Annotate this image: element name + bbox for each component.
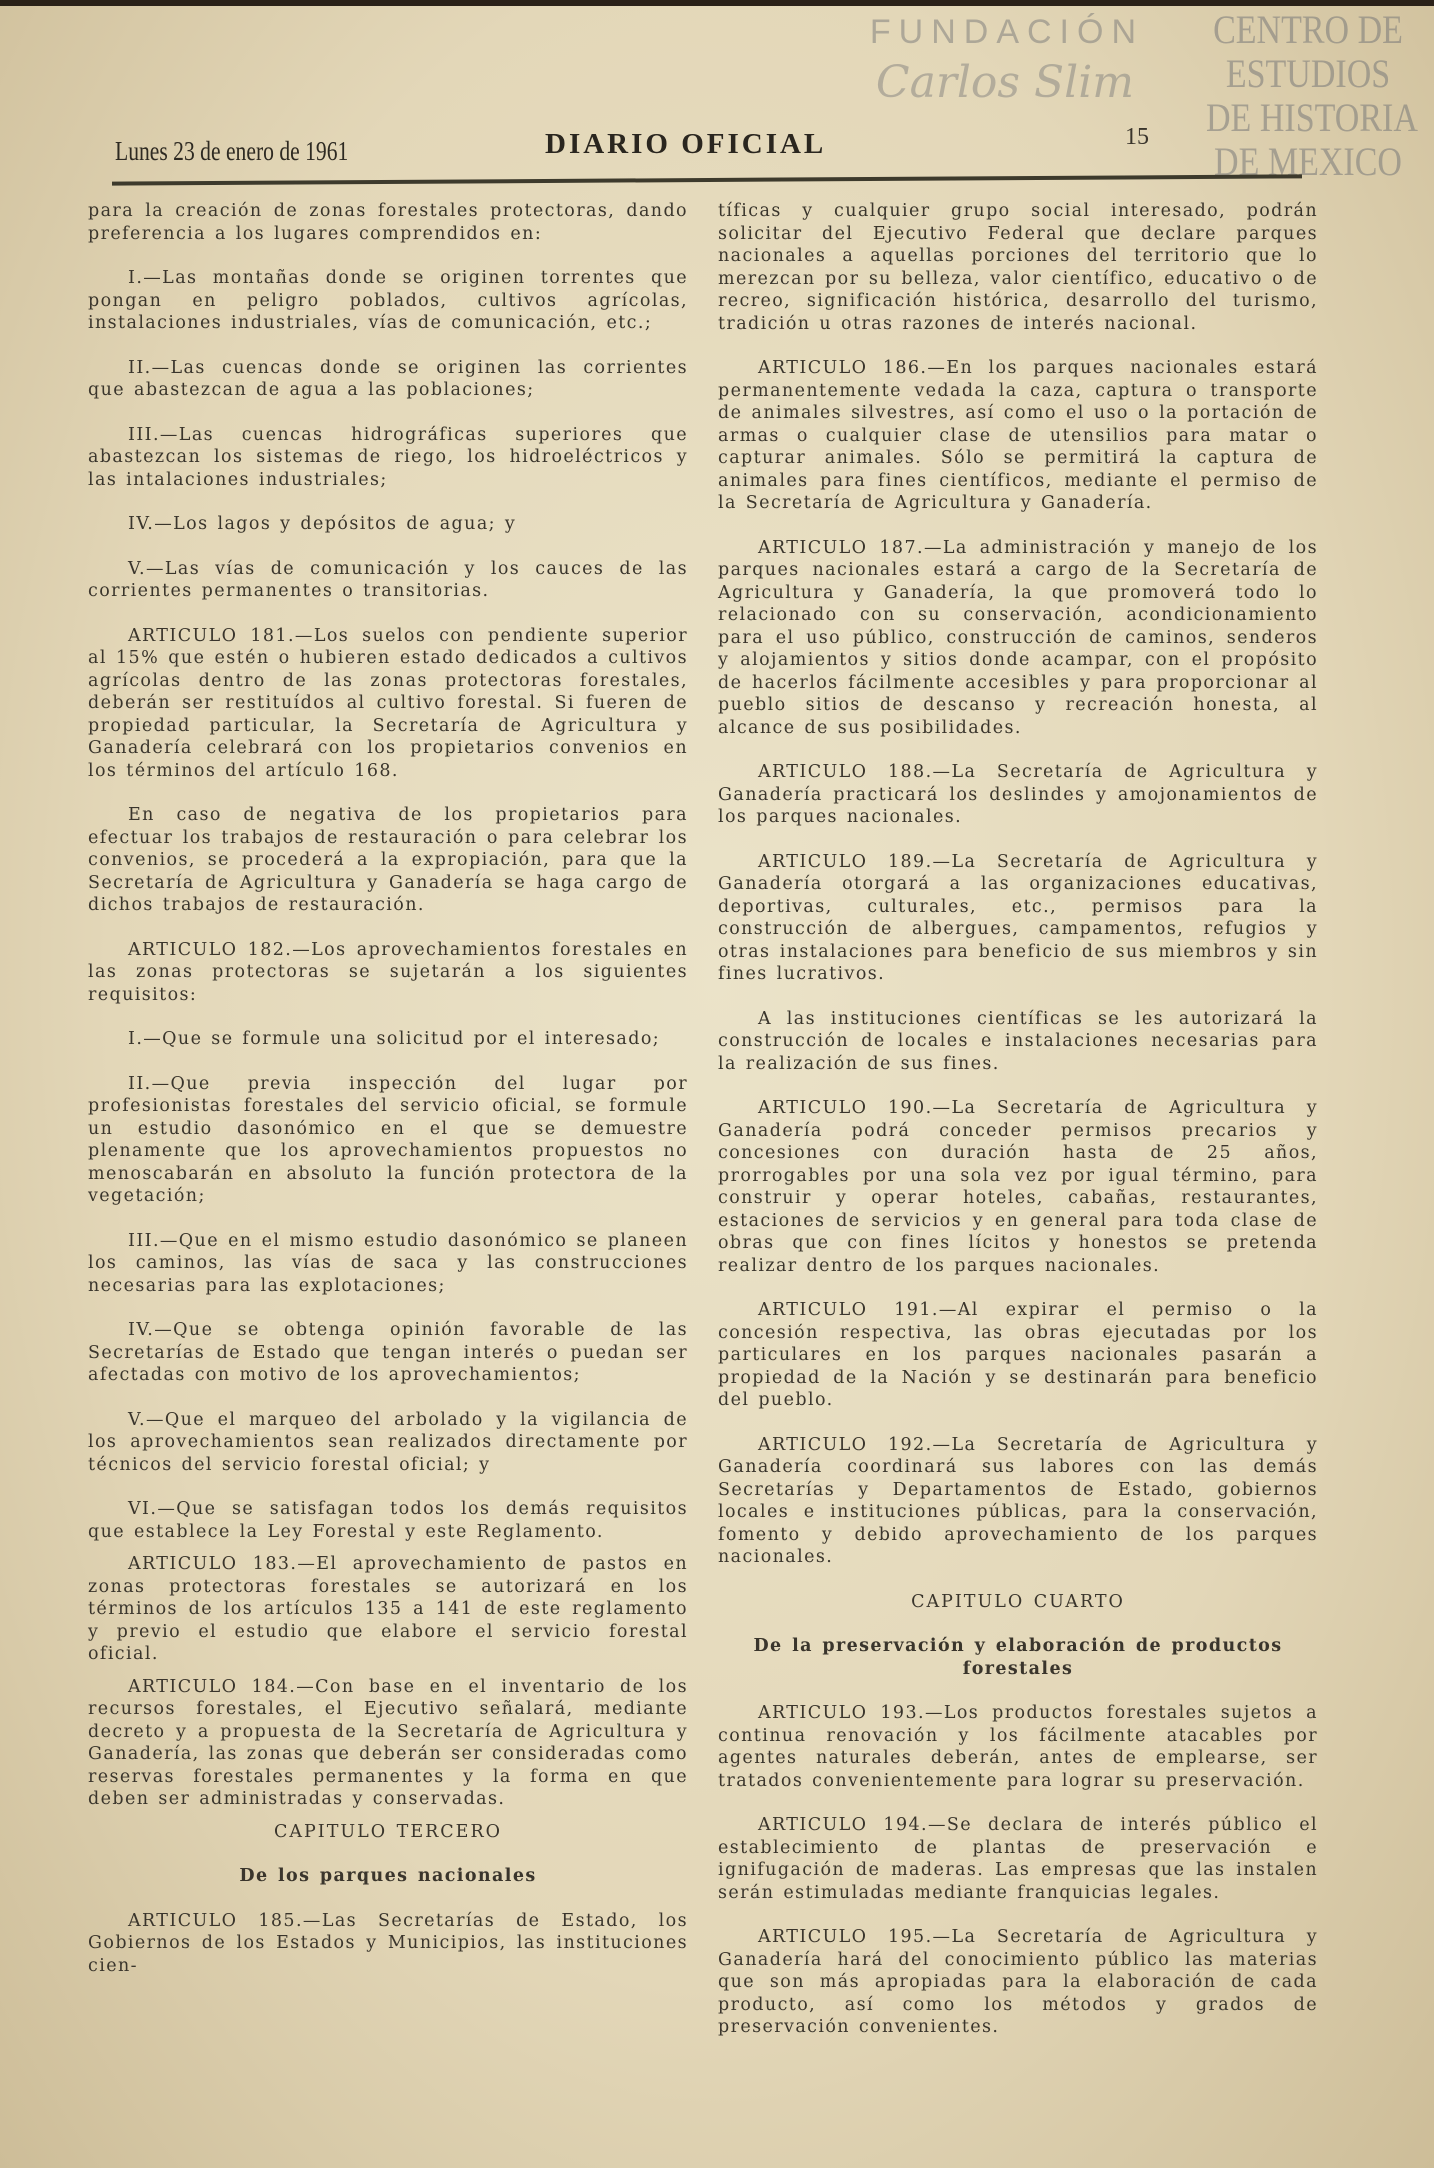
chapter-heading: CAPITULO CUARTO <box>911 1591 1125 1612</box>
paragraph: I.—Que se formule una solicitud por el interesado; <box>128 1029 661 1049</box>
paragraph: IV.—Que se obtenga opinión favorable de las Secretarías de Estado que tengan interés o puedan ser afectadas con motivo de los aprovechamientos; <box>88 1320 688 1385</box>
issue-date: Lunes 23 de enero de 1961 <box>115 136 349 166</box>
paragraph: III.—Que en el mismo estudio dasonómico se planeen los caminos, las vías de saca y las construcciones necesarias para las explotaciones; <box>88 1230 688 1296</box>
paragraph: VI.—Que se satisfagan todos los demás requisitos que establece la Ley Forestal y este Reglamento. <box>88 1499 688 1542</box>
watermark-line: CENTRO DE <box>1213 7 1403 52</box>
article-195: ARTICULO 195.—La Secretaría de Agricultura y Ganadería hará del conocimiento público las materias que son más apropiadas para la elaboración de cada producto, así como los métodos y grados de preservación convenientes. <box>718 1927 1318 2037</box>
right-column <box>718 200 1318 2061</box>
page-edge <box>0 0 1434 6</box>
paragraph: En caso de negativa de los propietarios para efectuar los trabajos de restauración o para celebrar los convenios, se procederá a la expropiación, para que la Secretaría de Agricultura y Ganadería se haga cargo de dichos trabajos de restauración. <box>88 805 688 915</box>
watermark-line: DE HISTORIA <box>1206 95 1418 140</box>
chapter-heading: CAPITULO TERCERO <box>274 1821 502 1842</box>
article-193: ARTICULO 193.—Los productos forestales sujetos a continua renovación y los fácilmente atacables por agentes naturales deberán, antes de emplearse, ser tratados convenientemente para lograr su preservación. <box>718 1703 1318 1791</box>
page-header <box>115 118 1155 168</box>
article-189: ARTICULO 189.—La Secretaría de Agricultura y Ganadería otorgará a las organizaciones educativas, deportivas, culturales, etc., permisos para la construcción de albergues, campamentos, refugios y otras instalaciones para beneficio de sus miembros y sin fines lucrativos. <box>718 851 1318 984</box>
article-187: ARTICULO 187.—La administración y manejo de los parques nacionales estará a cargo de la Secretaría de Agricultura y Ganadería, la que promoverá todo lo relacionado con su conservación, acondicionamiento para el uso público, construcción de caminos, senderos y alojamientos y sitios donde acampar, con el propósito de hacerlos fácilmente accesibles y para proporcionar al pueblo sitios de descanso y recreación honesta, al alcance de sus posibilidades. <box>718 537 1318 738</box>
paragraph: III.—Las cuencas hidrográficas superiores que abastezcan los sistemas de riego, los hidroeléctricos y las intalaciones industriales; <box>88 424 688 490</box>
paragraph: A las instituciones científicas se les autorizará la construcción de locales e instalaciones necesarias para la realización de sus fines. <box>718 1008 1318 1074</box>
header-rule <box>112 174 1302 185</box>
article-191: ARTICULO 191.—Al expirar el permiso o la concesión respectiva, las obras ejecutadas por los particulares en los parques nacionales pasarán a propiedad de la Nación y se destinarán para beneficio del pueblo. <box>718 1300 1318 1410</box>
article-194: ARTICULO 194.—Se declara de interés público el establecimiento de plantas de preservación e ignifugación de maderas. Las empresas que las instalen serán estimuladas mediante franquicias legales. <box>718 1815 1318 1903</box>
paragraph: I.—Las montañas donde se originen torrentes que pongan en peligro poblados, cultivos agrícolas, instalaciones industriales, vías de comunicación, etc.; <box>88 268 688 333</box>
article-184: ARTICULO 184.—Con base en el inventario de los recursos forestales, el Ejecutivo señalará, mediante decreto y a propuesta de la Secretaría de Agricultura y Ganadería, las zonas que deberán ser consideradas como reservas forestales permanentes y la forma en que deben ser administradas y conservadas. <box>88 1676 688 1809</box>
article-181: ARTICULO 181.—Los suelos con pendiente superior al 15% que estén o hubieren estado dedicados a cultivos agrícolas dentro de las zonas protectoras forestales, deberán ser restituídos al cultivo forestal. Si fueren de propiedad particular, la Secretaría de Agricultura y Ganadería celebrará con los propietarios convenios en los términos del artículo 168. <box>88 625 688 781</box>
article-185: ARTICULO 185.—Las Secretarías de Estado, los Gobiernos de los Estados y Municipios, las instituciones cien- <box>88 1910 688 1976</box>
paragraph: IV.—Los lagos y depósitos de agua; y <box>128 514 517 534</box>
article-183: ARTICULO 183.—El aprovechamiento de pastos en zonas protectoras forestales se autorizará en los términos de los artículos 135 a 141 de este reglamento y previo el estudio que elabore el servicio forestal oficial. <box>88 1554 688 1664</box>
chapter-subheading: De la preservación y elaboración de productos forestales <box>753 1636 1283 1679</box>
publication-title: DIARIO OFICIAL <box>545 128 827 160</box>
paragraph: V.—Que el marqueo del arbolado y la vigilancia de los aprovechamientos sean realizados directamente por técnicos del servicio forestal oficial; y <box>88 1409 688 1475</box>
page-number: 15 <box>1125 124 1149 150</box>
paragraph: V.—Las vías de comunicación y los cauces de las corrientes permanentes o transitorias. <box>88 558 688 601</box>
article-188: ARTICULO 188.—La Secretaría de Agricultura y Ganadería practicará los deslindes y amojonamientos de los parques nacionales. <box>718 762 1318 827</box>
article-186: ARTICULO 186.—En los parques nacionales estará permanentemente vedada la caza, captura o transporte de animales silvestres, así como el uso o la portación de armas o cualquier clase de utensilios para matar o capturar animales. Sólo se permitirá la captura de animales para fines científicos, mediante el permiso de la Secretaría de Agricultura y Ganadería. <box>718 358 1318 513</box>
paragraph: II.—Que previa inspección del lugar por profesionistas forestales del servicio oficial, se formule un estudio dasonómico en el que se demuestre plenamente que los aprovechamientos propuestos no menoscabarán en absoluto la función protectora de la vegetación; <box>88 1073 688 1206</box>
watermark-signature: Carlos Slim <box>875 57 1134 108</box>
article-192: ARTICULO 192.—La Secretaría de Agricultura y Ganadería coordinará sus labores con las demás Secretarías y Departamentos de Estado, gobiernos locales e instituciones públicas, para la conservación, fomento y debido aprovechamiento de los parques nacionales. <box>718 1434 1318 1567</box>
article-182: ARTICULO 182.—Los aprovechamientos forestales en las zonas protectoras se sujetarán a los siguientes requisitos: <box>88 939 688 1005</box>
paragraph: para la creación de zonas forestales protectoras, dando preferencia a los lugares comprendidos en: <box>88 201 688 244</box>
watermark-foundation: FUNDACIÓN <box>869 13 1144 51</box>
paragraph: II.—Las cuencas donde se originen las corrientes que abastezcan de agua a las poblaciones; <box>88 357 688 400</box>
chapter-subheading: De los parques nacionales <box>239 1866 537 1886</box>
left-column <box>88 200 688 1999</box>
paragraph: tíficas y cualquier grupo social interesado, podrán solicitar del Ejecutivo Federal que declare parques nacionales a aquellas porciones del territorio que lo merezcan por su belleza, valor científico, educativo o de recreo, significación histórica, desarrollo del turismo, tradición u otras razones de interés nacional. <box>718 201 1318 334</box>
watermark-line: ESTUDIOS <box>1225 51 1391 96</box>
article-190: ARTICULO 190.—La Secretaría de Agricultura y Ganadería podrá conceder permisos precarios y concesiones con duración hasta de 25 años, prorrogables por una sola vez por igual término, para construir y operar hoteles, cabañas, restaurantes, estaciones de servicios y en general para toda clase de obras que con fines lícitos y honestos se pretenda realizar dentro de los parques nacionales. <box>718 1098 1318 1276</box>
watermark-line: DE MEXICO <box>1214 139 1402 184</box>
archive-watermark <box>1188 8 1428 184</box>
